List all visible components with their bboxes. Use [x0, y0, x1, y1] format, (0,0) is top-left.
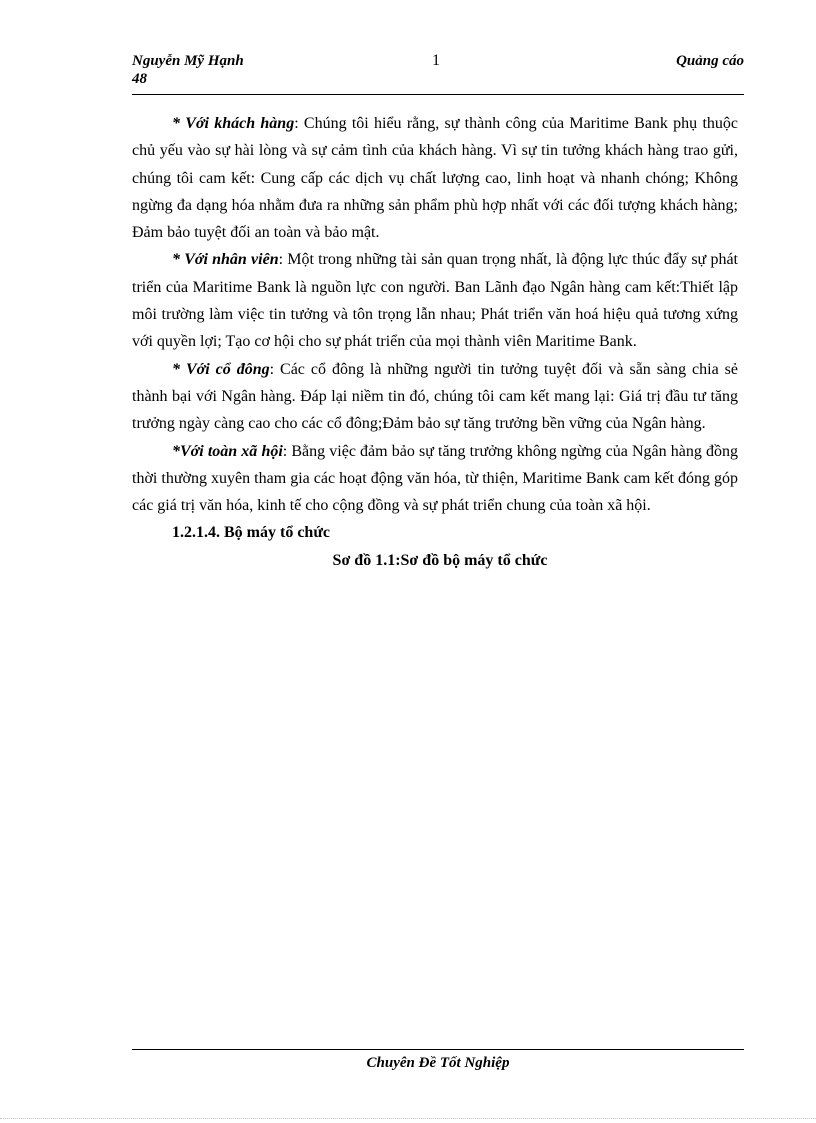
paragraph-text: : Một trong những tài sản quan trọng nhất, là động lực thúc đẩy sự phát triển của Maritime Bank là nguồn lực con người. Ban Lãnh đạo Ngân hàng cam kết:Thiết lập môi trường làm việc tin tưởng và tôn trọng lẫn nhau; Phát triển văn hoá hiệu quả tương xứng với quyền lợi; Tạo cơ hội cho sự phát triển của mọi thành viên Maritime Bank. [132, 251, 738, 351]
header-page-number: 1 [432, 52, 440, 69]
header-author-name: Nguyễn Mỹ Hạnh [132, 53, 244, 69]
paragraph-lead: * Với cổ đông [172, 360, 270, 378]
paragraph-society [132, 438, 738, 520]
paragraph-text: : Các cổ đông là những người tin tưởng tuyệt đối và sẵn sàng chia sẻ thành bại với Ngân hàng. Đáp lại niềm tin đó, chúng tôi cam kết mang lại: Giá trị đầu tư tăng trưởng ngày càng cao cho các cổ đông;Đảm bảo sự tăng trưởng bền vững của Ngân hàng. [132, 360, 738, 433]
header-author [132, 52, 244, 88]
page-header [132, 52, 744, 95]
header-author-number: 48 [132, 71, 147, 87]
paragraph-employees [132, 246, 738, 355]
footer-title: Chuyên Đề Tốt Nghiệp [366, 1055, 510, 1071]
footer-divider [132, 1049, 744, 1050]
paragraph-lead: * Với khách hàng [172, 115, 295, 132]
paragraph-shareholders [132, 356, 738, 438]
paragraph-lead: *Với toàn xã hội [172, 442, 283, 460]
paragraph-text: : Bằng việc đảm bảo sự tăng trưởng không ngừng của Ngân hàng đồng thời thường xuyên tham gia các hoạt động văn hóa, từ thiện, Maritime Bank cam kết đóng góp các giá trị văn hóa, kinh tế cho cộng đồng và sự phát triển chung của toàn xã hội. [132, 442, 739, 515]
section-heading: 1.2.1.4. Bộ máy tổ chức [172, 524, 331, 542]
paragraph-text: : Chúng tôi hiểu rằng, sự thành công của Maritime Bank phụ thuộc chủ yếu vào sự hài lòng và sự cảm tình của khách hàng. Vì sự tin tưởng khách hàng trao gửi, chúng tôi cam kết: Cung cấp các dịch vụ chất lượng cao, linh hoạt và nhanh chóng; Không ngừng đa dạng hóa nhằm đưa ra những sản phẩm phù hợp nhất với các đối tượng khách hàng; Đảm bảo tuyệt đối an toàn và bảo mật. [132, 115, 738, 242]
header-document-title: Quảng cáo [676, 53, 744, 69]
document-body [132, 110, 738, 574]
paragraph-customers [132, 110, 738, 246]
paragraph-lead: * Với nhân viên [172, 251, 279, 269]
diagram-caption: Sơ đồ 1.1:Sơ đồ bộ máy tổ chức [332, 551, 548, 569]
page-edge-divider [0, 1118, 816, 1119]
